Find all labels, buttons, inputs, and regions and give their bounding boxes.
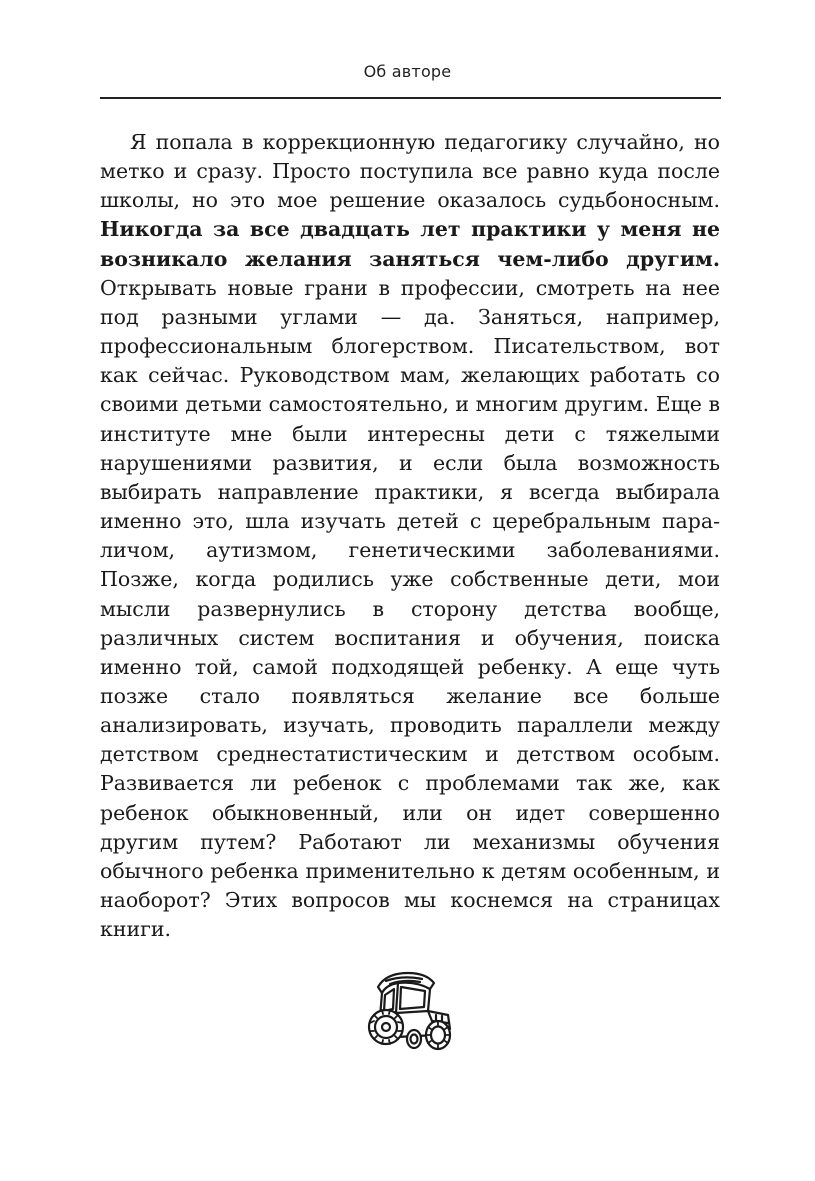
toy-tractor-icon	[356, 965, 456, 1055]
running-header: Об авторе	[363, 62, 452, 81]
body-paragraph	[100, 128, 720, 944]
paragraph-text-rest: Открывать новые грани в профессии, смотреть на нее под разными углами — да. Заняться, например, профессиональным блогерством. Писательством, вот как сейчас. Руководством мам, желающих работать со своими детьми самостоятельно, и многим другим. Еще в институте мне были интересны дети с тяжелыми нарушениями развития, и если была возможность выбирать направление практики, я всегда выбирала именно это, шла изучать детей с церебральным параличом, аутизмом, генетическими заболеваниями. Позже, когда родились уже собственные дети, мои мысли развернулись в сторону детства вообще, различных систем воспитания и обучения, поиска именно той, самой подходящей ребенку. А еще чуть позже стало появляться желание все больше анализировать, изучать, проводить параллели между детством среднестатистическим и детством особым. Развивается ли ребенок с проблемами так же, как ребенок обыкновенный, или он идет совершенно другим путем? Работают ли механизмы обучения обычного ребенка применительно к детям особенным, и наоборот? Этих вопросов мы коснемся на страницах книги.	[100, 275, 720, 942]
paragraph-text-start: Я попала в коррекционную педагогику случайно, но метко и сразу. Просто поступила все равно куда после школы, но это мое решение оказалось судьбоносным.	[100, 130, 720, 213]
header-divider	[100, 97, 721, 99]
paragraph-emphasis: Никогда за все двадцать лет практики у меня не возникало желания заняться чем-либо другим.	[100, 217, 720, 271]
